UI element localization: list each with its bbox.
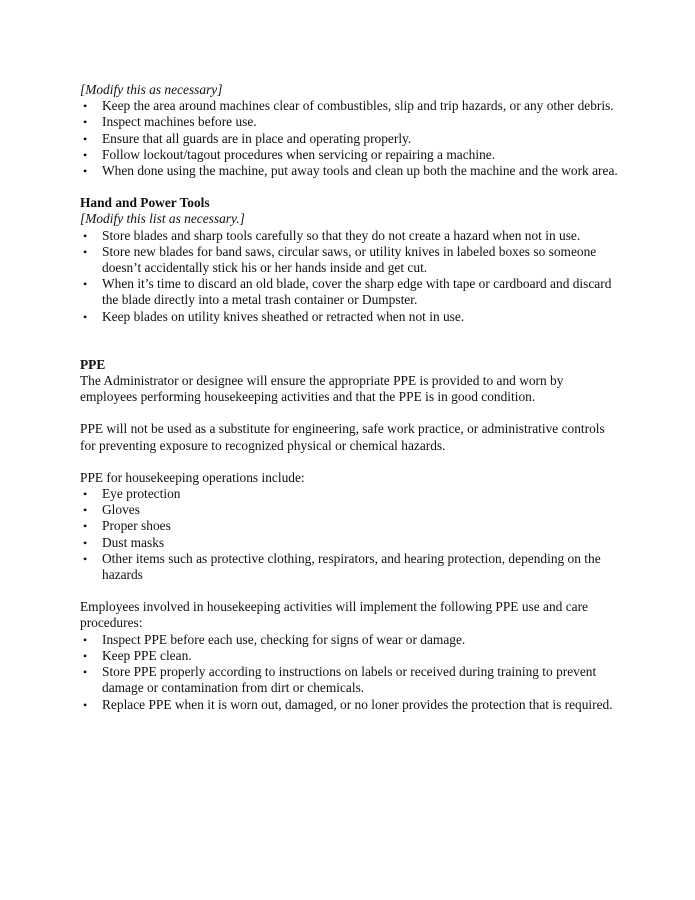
spacer — [80, 179, 620, 195]
spacer — [80, 325, 620, 357]
list-item: • Eye protection — [83, 486, 181, 502]
list-item: • Gloves — [83, 502, 140, 518]
bullet-icon: • — [83, 665, 88, 680]
bullet-icon: • — [83, 648, 88, 663]
bullet-icon: • — [83, 277, 88, 292]
spacer — [80, 454, 620, 470]
bullet-icon: • — [83, 551, 88, 566]
bullet-icon: • — [83, 503, 88, 518]
bullet-icon: • — [83, 487, 88, 502]
ppe-paragraph-2: PPE will not be used as a substitute for engineering, safe work practice, or administrative controls for preventing exposure to recognized physical or chemical hazards. — [80, 421, 605, 453]
list-item: • Follow lockout/tagout procedures when servicing or repairing a machine. — [83, 146, 496, 162]
list-item: • Dust masks — [83, 534, 165, 550]
bullet-icon: • — [83, 228, 88, 243]
bullet-icon: • — [83, 99, 88, 114]
bullet-icon: • — [83, 244, 88, 259]
tools-note: [Modify this list as necessary.] — [80, 211, 245, 227]
machine-safety-list — [80, 98, 620, 179]
list-item: • Store new blades for band saws, circular saws, or utility knives in labeled boxes so someone doesn’t accidentally stick his or her hands inside and get cut. — [83, 243, 597, 276]
bullet-icon: • — [83, 535, 88, 550]
list-item: • Replace PPE when it is worn out, damaged, or no loner provides the protection that is required. — [83, 696, 613, 712]
bullet-icon: • — [83, 632, 88, 647]
ppe-care-list — [80, 632, 620, 713]
modify-note: [Modify this as necessary] — [80, 82, 223, 97]
document-page — [80, 82, 620, 713]
ppe-paragraph-4: Employees involved in housekeeping activities will implement the following PPE use and care procedures: — [80, 599, 588, 631]
list-item: • When it’s time to discard an old blade, cover the sharp edge with tape or cardboard and discard the blade directly into a metal trash container or Dumpster. — [83, 276, 612, 308]
list-item: • Keep the area around machines clear of combustibles, slip and trip hazards, or any other debris. — [83, 98, 614, 114]
ppe-list — [80, 486, 620, 583]
list-item: • Inspect machines before use. — [83, 114, 257, 130]
bullet-icon: • — [83, 519, 88, 534]
ppe-paragraph-3: PPE for housekeeping operations include: — [80, 469, 305, 485]
list-item: • Keep PPE clean. — [83, 647, 192, 663]
bullet-icon: • — [83, 147, 88, 162]
bullet-icon: • — [83, 115, 88, 130]
list-item: • Keep blades on utility knives sheathed or retracted when not in use. — [83, 308, 465, 324]
list-item: • Store blades and sharp tools carefully so that they do not create a hazard when not in use. — [83, 227, 581, 243]
spacer — [80, 405, 620, 421]
list-item: • Proper shoes — [83, 518, 171, 534]
ppe-heading: PPE — [80, 356, 106, 372]
bullet-icon: • — [83, 697, 88, 712]
list-item: • Other items such as protective clothing, respirators, and hearing protection, depending on the hazards — [83, 550, 601, 583]
list-item: • Inspect PPE before each use, checking for signs of wear or damage. — [83, 631, 466, 647]
ppe-paragraph-1: The Administrator or designee will ensure the appropriate PPE is provided to and worn by employees performing housekeeping activities and that the PPE is in good condition. — [80, 373, 564, 405]
bullet-icon: • — [83, 309, 88, 324]
list-item: • When done using the machine, put away tools and clean up both the machine and the work area. — [83, 163, 618, 179]
bullet-icon: • — [83, 164, 88, 179]
list-item: • Ensure that all guards are in place and operating properly. — [83, 130, 412, 146]
spacer — [80, 583, 620, 599]
tools-list — [80, 228, 620, 325]
tools-heading: Hand and Power Tools — [80, 195, 210, 211]
bullet-icon: • — [83, 131, 88, 146]
list-item: • Store PPE properly according to instructions on labels or received during training to prevent damage or contamination from dirt or chemicals. — [83, 664, 597, 696]
